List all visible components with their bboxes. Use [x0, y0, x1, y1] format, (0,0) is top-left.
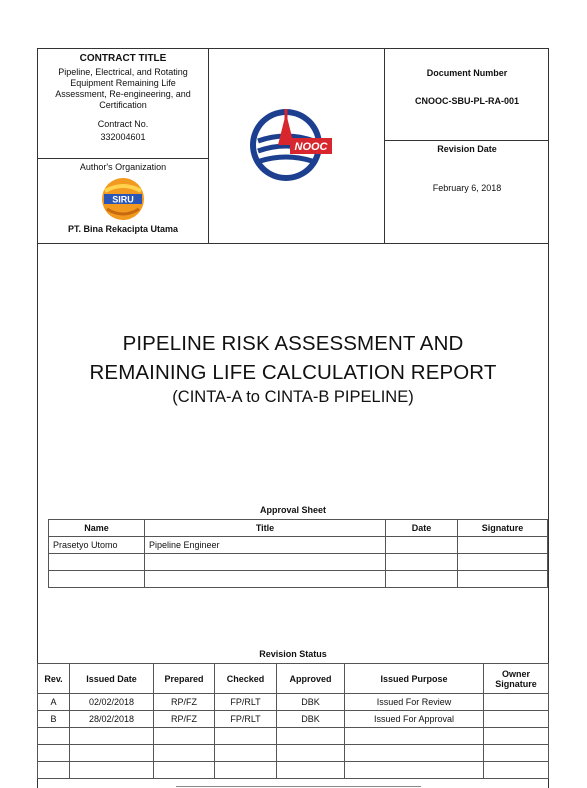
siru-logo [101, 177, 145, 221]
revision-cell [70, 762, 154, 779]
author-organization [38, 159, 208, 243]
revision-cell [38, 728, 70, 745]
table-row [49, 537, 548, 554]
table-row [49, 571, 548, 588]
cnooc-logo [248, 105, 338, 185]
approval-cell [49, 571, 145, 588]
contract-column [38, 49, 209, 243]
approval-cell [386, 554, 458, 571]
revision-cell: Issued For Review [345, 694, 484, 711]
approval-cell [458, 554, 548, 571]
revision-cell [345, 728, 484, 745]
approval-cell [386, 571, 458, 588]
approval-cell [145, 571, 386, 588]
title-line-1: PIPELINE RISK ASSESSMENT AND [122, 332, 464, 355]
revision-header-row [38, 664, 549, 694]
table-row [49, 554, 548, 571]
client-logo-column [208, 49, 383, 243]
approval-sheet-label: Approval Sheet [259, 505, 326, 515]
table-row [38, 745, 549, 762]
contract-title: Pipeline, Electrical, and Rotating Equipment Remaining Life Assessment, Re-engineering, and Certification [55, 67, 191, 110]
table-row [38, 711, 549, 728]
revision-cell: RP/FZ [154, 711, 215, 728]
title-line-2: REMAINING LIFE CALCULATION REPORT [89, 361, 497, 384]
approval-header-name: Name [49, 520, 145, 537]
contract-info [38, 49, 208, 159]
revision-cell: Issued For Approval [345, 711, 484, 728]
siru-logo-text: SIRU [112, 194, 134, 205]
table-row [38, 728, 549, 745]
document-number: CNOOC-SBU-PL-RA-001 [414, 96, 519, 106]
revision-cell: DBK [277, 711, 345, 728]
revision-cell: FP/RLT [215, 694, 277, 711]
revision-cell: FP/RLT [215, 711, 277, 728]
revision-header-prepared: Prepared [154, 664, 215, 694]
header-block [38, 49, 548, 244]
cnooc-logo-text: NOOC [294, 141, 328, 153]
document-page [37, 48, 549, 788]
revision-cell [484, 694, 549, 711]
revision-status-label: Revision Status [259, 649, 327, 659]
revision-header-issued-date: Issued Date [70, 664, 154, 694]
revision-cell [345, 762, 484, 779]
contract-no: 332004601 [100, 132, 146, 142]
approval-header-date: Date [386, 520, 458, 537]
revision-cell [277, 745, 345, 762]
revision-cell [154, 745, 215, 762]
revision-table [37, 663, 549, 779]
revision-header-checked: Checked [215, 664, 277, 694]
revision-cell [215, 762, 277, 779]
approval-cell: Prasetyo Utomo [49, 537, 145, 554]
author-org-label: Author's Organization [79, 162, 167, 172]
revision-cell: 02/02/2018 [70, 694, 154, 711]
table-row [38, 694, 549, 711]
revision-cell [215, 745, 277, 762]
table-row [38, 762, 549, 779]
revision-cell [38, 762, 70, 779]
approval-table [48, 519, 548, 588]
revision-cell [38, 745, 70, 762]
revision-cell [154, 762, 215, 779]
title-line-3: (CINTA-A to CINTA-B PIPELINE) [172, 388, 414, 406]
revision-header-owner-signature: Owner Signature [484, 664, 549, 694]
approval-cell [458, 571, 548, 588]
revision-cell [484, 762, 549, 779]
document-number-label: Document Number [426, 68, 508, 78]
revision-header-rev: Rev. [38, 664, 70, 694]
document-number-cell [385, 49, 549, 141]
revision-cell [345, 745, 484, 762]
document-column [384, 49, 549, 243]
revision-date-label: Revision Date [437, 144, 497, 154]
revision-cell [215, 728, 277, 745]
revision-cell [70, 728, 154, 745]
revision-cell [484, 728, 549, 745]
revision-date: February 6, 2018 [432, 183, 502, 193]
approval-cell [458, 537, 548, 554]
revision-cell [484, 711, 549, 728]
approval-header-row [49, 520, 548, 537]
revision-cell [154, 728, 215, 745]
author-org: PT. Bina Rekacipta Utama [67, 224, 179, 234]
revision-cell [484, 745, 549, 762]
revision-cell [277, 728, 345, 745]
revision-cell: B [38, 711, 70, 728]
contract-title-label: CONTRACT TITLE [79, 53, 167, 64]
revision-header-approved: Approved [277, 664, 345, 694]
revision-cell: RP/FZ [154, 694, 215, 711]
revision-cell: 28/02/2018 [70, 711, 154, 728]
approval-header-signature: Signature [458, 520, 548, 537]
approval-cell [49, 554, 145, 571]
report-title [38, 329, 548, 407]
revision-cell: A [38, 694, 70, 711]
approval-cell [145, 554, 386, 571]
revision-cell [70, 745, 154, 762]
contract-no-label: Contract No. [97, 119, 149, 129]
approval-cell [386, 537, 458, 554]
revision-header-purpose: Issued Purpose [345, 664, 484, 694]
approval-header-title: Title [145, 520, 386, 537]
revision-cell: DBK [277, 694, 345, 711]
revision-date-cell [385, 141, 549, 243]
revision-cell [277, 762, 345, 779]
approval-cell: Pipeline Engineer [145, 537, 386, 554]
